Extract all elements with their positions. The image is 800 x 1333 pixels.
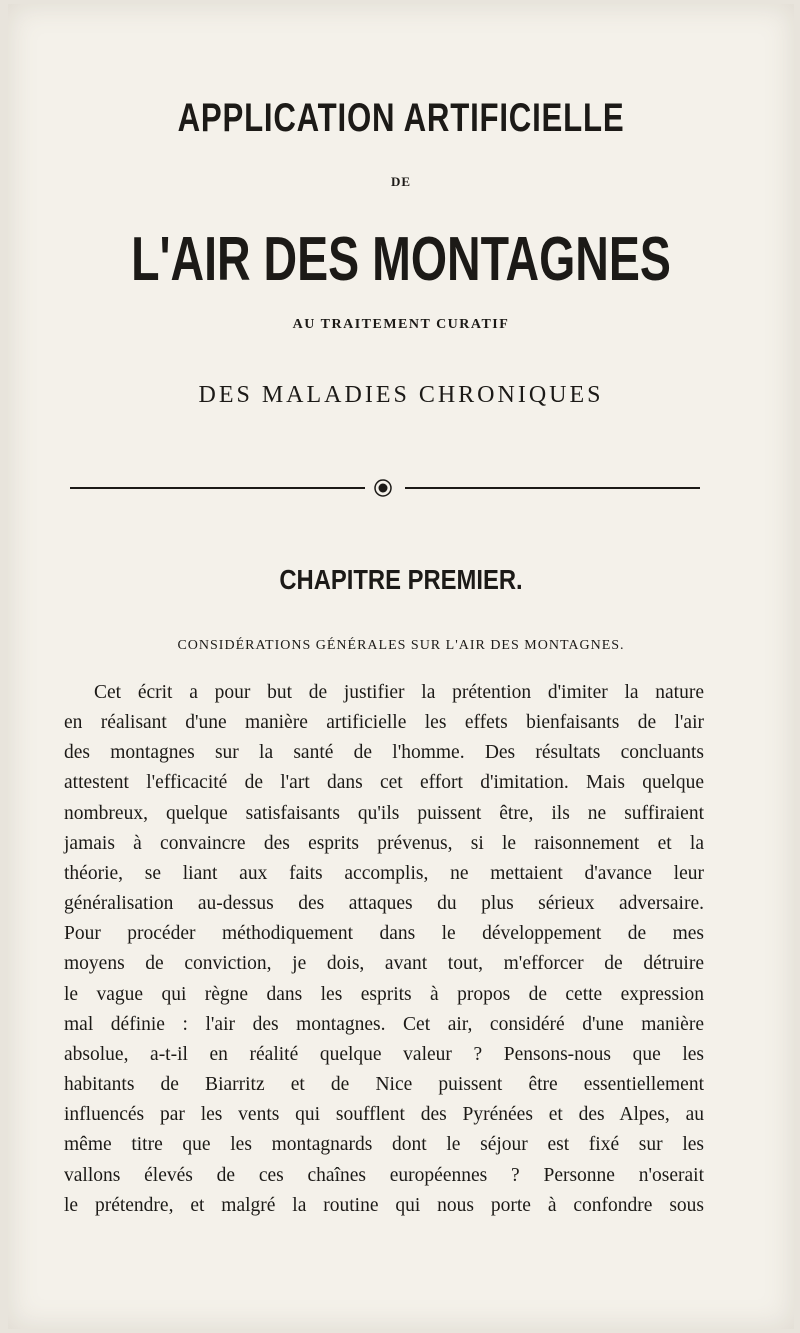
body-line: le vague qui règne dans les esprits à propos de cette expression xyxy=(64,983,704,1005)
divider-right-rule xyxy=(405,487,700,489)
body-line: le prétendre, et malgré la routine qui nous porte à confondre sous xyxy=(64,1194,704,1216)
title-line-4: AU TRAITEMENT CURATIF xyxy=(292,317,510,332)
body-line: habitants de Biarritz et de Nice puissent être essentiellement xyxy=(64,1074,704,1096)
body-line: attestent l'efficacité de l'art dans cet effort d'imitation. Mais quelque xyxy=(64,772,704,794)
body-line: Pour procéder méthodiquement dans le développement de mes xyxy=(64,923,704,945)
body-line: en réalisant d'une manière artificielle les effets bienfaisants de l'air xyxy=(64,712,704,734)
body-line: des montagnes sur la santé de l'homme. Des résultats concluants xyxy=(64,742,704,764)
body-line: même titre que les montagnards dont le séjour est fixé sur les xyxy=(64,1134,704,1156)
divider-left-rule xyxy=(70,487,365,489)
title-line-1: APPLICATION ARTIFICIELLE xyxy=(177,96,625,140)
title-line-2: DE xyxy=(390,174,412,189)
dot-ornament-icon xyxy=(373,478,393,498)
chapter-subheading: CONSIDÉRATIONS GÉNÉRALES SUR L'AIR DES MONTAGNES. xyxy=(177,638,625,653)
body-line: Cet écrit a pour but de justifier la prétention d'imiter la nature xyxy=(94,682,704,703)
title-line-5: DES MALADIES CHRONIQUES xyxy=(198,382,604,408)
body-line: absolue, a-t-il en réalité quelque valeur ? Pensons-nous que les xyxy=(64,1043,704,1065)
body-line: théorie, se liant aux faits accomplis, ne mettaient d'avance leur xyxy=(64,862,704,884)
body-line: moyens de conviction, je dois, avant tout, m'efforcer de détruire xyxy=(64,953,704,975)
body-line: influencés par les vents qui soufflent des Pyrénées et des Alpes, au xyxy=(64,1104,704,1126)
body-text xyxy=(64,678,704,1221)
title-line-3: L'AIR DES MONTAGNES xyxy=(131,225,671,294)
body-line: mal définie : l'air des montagnes. Cet air, considéré d'une manière xyxy=(64,1013,704,1035)
body-line: jamais à convaincre des esprits prévenus, si le raisonnement et la xyxy=(64,832,704,854)
body-line: vallons élevés de ces chaînes européennes ? Personne n'oserait xyxy=(64,1164,704,1186)
body-line: généralisation au-dessus des attaques du plus sérieux adversaire. xyxy=(64,893,704,915)
book-page xyxy=(8,4,794,1329)
section-divider xyxy=(70,478,700,498)
body-line: nombreux, quelque satisfaisants qu'ils puissent être, ils ne suffiraient xyxy=(64,802,704,824)
chapter-heading: CHAPITRE PREMIER. xyxy=(279,564,523,595)
